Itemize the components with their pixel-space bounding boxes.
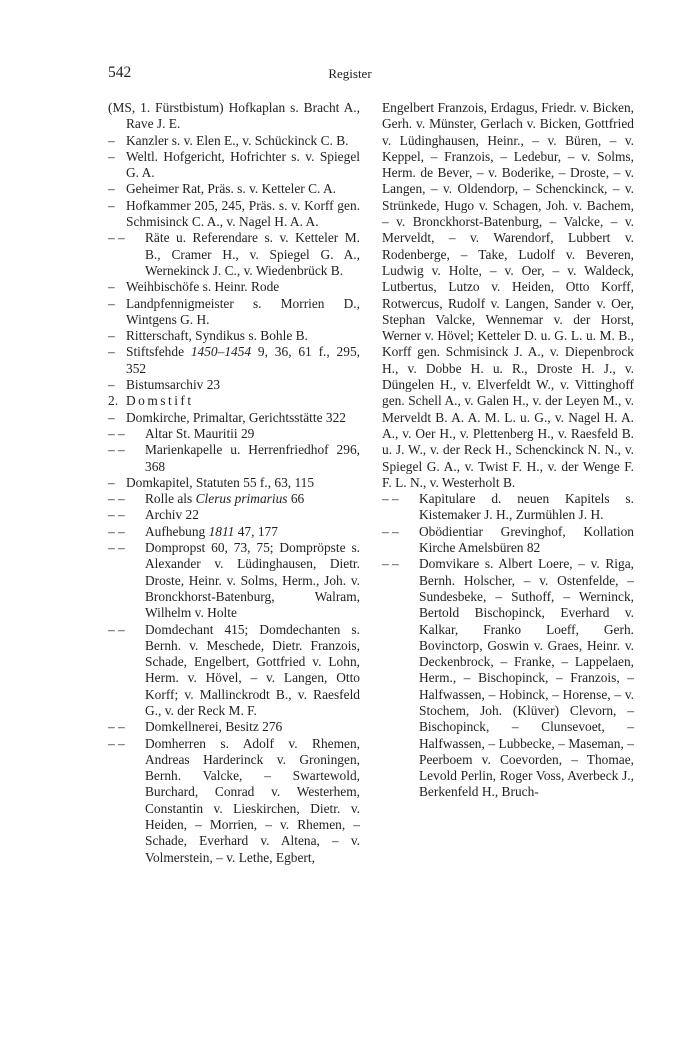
entry-level-marker: – [108, 295, 115, 311]
entry-level-marker: – – [108, 540, 125, 556]
entry-level-marker: – – [108, 735, 125, 751]
page-number: 542 [108, 64, 132, 81]
entry-text: Obödientiar Grevinghof, Kollation Kirche Amelsbüren 82 [419, 523, 634, 556]
entry-level-marker: – – [382, 523, 399, 539]
entry-level-marker: – – [108, 425, 125, 441]
entry-text: Landpfennigmeister s. Morrien D., Wintgens G. H. [126, 295, 360, 327]
entry-text: Altar St. Mauritii 29 [145, 425, 255, 441]
entry-level-marker: – [108, 344, 115, 360]
entry-text: Weltl. Hofgericht, Hofrichter s. v. Spiegel G. A. [126, 148, 360, 181]
index-entry [108, 100, 360, 133]
entry-level-marker: – [108, 474, 115, 490]
entry-text: Kapitulare d. neuen Kapitels s. Kistemaker J. H., Zurmühlen J. H. [419, 491, 634, 523]
index-entry [108, 149, 360, 182]
entry-text: Geheimer Rat, Präs. s. v. Ketteler C. A. [126, 181, 336, 197]
entry-level-marker: – – [108, 442, 125, 458]
entry-level-marker: – [108, 132, 115, 148]
entry-text: Bistumsarchiv 23 [126, 377, 221, 393]
running-head: Register [328, 66, 372, 81]
entry-text: Ritterschaft, Syndikus s. Bohle B. [126, 328, 308, 344]
entry-text: Archiv 22 [145, 507, 199, 523]
entry-text: Räte u. Referendare s. v. Ketteler M. B., Cramer H., v. Spiegel G. A., Wernekinck J. C., v. Wiedenbrück B. [145, 230, 360, 278]
entry-text: Domdechant 415; Domdechanten s. Bernh. v. Meschede, Dietr. Franzois, Schade, Engelbert, Gottfried v. Lohn, Herm. v. Hövel, – v. Langen, Otto Korff; v. Mallinckrodt B., v. Raesfeld G., v. der Reck M. F. [145, 621, 360, 718]
index-entry [108, 507, 360, 523]
entry-level-marker: – [108, 409, 115, 425]
index-entry [108, 393, 360, 409]
entry-italic-text: 1450–1454 [190, 344, 252, 360]
entry-text: 66 [287, 491, 305, 507]
entry-text: (MS, 1. Fürstbistum) Hofkaplan s. Bracht A., Rave J. E. [108, 100, 360, 132]
entry-level-marker: – – [108, 523, 125, 539]
index-entry [382, 556, 634, 800]
entry-text: Domvikare s. Albert Loere, – v. Riga, Bernh. Holscher, – v. Ostenfelde, – Sundesbeke, – Suthoff, – Werninck, Bertold Bischopinck, Everhard v. Kalkar, Franko Loeff, Gerh. Bovinctorp, Goswin v. Graes, Heinr. v. Deckenbrock, – Franke, – Lappelaen, Herm., – Bischopinck, – Franzois, – Halfwassen, – Hobinck, – Horense, – v. Stochem, Joh. (Klüver) Clevorn, – Bischopinck, – Clunsevoet, – Halfwassen, – Lubbecke, – Maseman, – Peerboem v. Coevorden, – Thomae, Levold Perlin, Roger Voss, Averbeck J., Berkenfeld H., Bruch- [419, 556, 634, 800]
entry-level-marker: – – [108, 719, 125, 735]
entry-text: Rolle als [145, 491, 196, 507]
index-entry [108, 736, 360, 866]
index-entry [108, 296, 360, 329]
index-entry [108, 491, 360, 507]
index-entry [108, 540, 360, 621]
entry-level-marker: – [108, 181, 115, 197]
index-entry [382, 524, 634, 557]
index-entry [108, 442, 360, 475]
entry-level-marker: – [108, 328, 115, 344]
index-entry [108, 279, 360, 295]
entry-text: Domkirche, Primaltar, Gerichtsstätte 322 [126, 409, 346, 425]
entry-text: Domherren s. Adolf v. Rhemen, Andreas Harderinck v. Groningen, Bernh. Valcke, – Swartewold, Burchard, Conrad v. Westerhem, Constantin v. Lieskirchen, Dietr. v. Heiden, – Morrien, – v. Rhemen, – Schade, Everhard v. Altena, – v. Volmerstein, – v. Lethe, Egbert, [145, 735, 360, 865]
entry-level-marker: – – [108, 230, 125, 246]
entry-level-marker: – [108, 197, 115, 213]
index-entry [108, 524, 360, 540]
entry-level-marker: – – [382, 556, 399, 572]
entry-level-marker: – – [108, 491, 125, 507]
entry-text: Aufhebung [145, 523, 209, 539]
entry-section-heading: Domstift [126, 393, 194, 409]
index-column-left [108, 100, 360, 866]
index-entry [108, 328, 360, 344]
index-entry [108, 230, 360, 279]
entry-text: Engelbert Franzois, Erdagus, Friedr. v. Bicken, Gerh. v. Münster, Gerlach v. Bicken, Gottfried v. Lüdinghausen, Heinr., – v. Büren, – v. Keppel, – Franzois, – Ledebur, – v. Solms, Herm. de Bever, – v. Boderike, – Droste, – v. Langen, – v. Oldendorp, – Schenckinck, – v. Strünkede, Hugo v. Schagen, Joh. v. Bachem, – v. Bronckhorst-Batenburg, – Valcke, – v. Merveldt, – v. Warendorf, Lubbert v. Rodenberge, – Take, Ludolf v. Beveren, Ludwig v. Holte, – v. Oer, – v. Waldeck, Lutbertus, Lutzo v. Heiden, Otto Korff, Rotwercus, Rudolf v. Langen, Sander v. Oer, Stephan Valcke, Wennemar v. der Horst, Werner v. Hövel; Ketteler D. u. G. L. u. M. B., Korff gen. Schmisinck J. A., v. Diepenbrock H., v. Dobbe H. u. R., Droste H. J., v. Düngelen H., v. Elverfeldt W., v. Vittinghoff gen. Schell A., v. Galen H., v. der Leyen M., v. Merveldt B. A. A. M. L. u. G., v. Nagel H. A. A., v. Oer H., v. Plettenberg H., v. Raesfeld B. u. J. W., v. der Reck H., Schenckinck N. N., v. Spiegel G. A., v. Twist F. H., v. der Wenge F. F. L. N., v. Westerholt B. [382, 100, 634, 490]
entry-italic-text: Clerus primarius [195, 491, 288, 507]
entry-text: Marienkapelle u. Herrenfriedhof 296, 368 [145, 442, 360, 474]
entry-text: 47, 177 [234, 523, 278, 539]
entry-level-marker: – [108, 148, 115, 164]
index-entry [108, 426, 360, 442]
entry-text: 9, 36, 61 f., 295, 352 [126, 344, 360, 376]
index-entry [382, 100, 634, 491]
entry-level-marker: – – [108, 621, 125, 637]
entry-text: Stiftsfehde [126, 344, 191, 360]
index-entry [108, 181, 360, 197]
index-entry [108, 133, 360, 149]
index-entry [108, 377, 360, 393]
index-entry [108, 475, 360, 491]
entry-level-marker: – – [382, 491, 399, 507]
entry-text: Domkapitel, Statuten 55 f., 63, 115 [126, 474, 315, 490]
entry-level-marker: – – [108, 507, 125, 523]
entry-text: Dompropst 60, 73, 75; Dompröpste s. Alexander v. Lüdinghausen, Dietr. Droste, Heinr. v. Solms, Herm., Joh. v. Bronckhorst-Batenburg, Walram, Wilhelm v. Holte [145, 540, 360, 621]
entry-level-marker: – [108, 377, 115, 393]
entry-text: Domkellnerei, Besitz 276 [145, 719, 283, 735]
index-entry [108, 198, 360, 231]
index-entry [108, 622, 360, 720]
index-entry [382, 491, 634, 524]
entry-text: Hofkammer 205, 245, Präs. s. v. Korff gen. Schmisinck C. A., v. Nagel H. A. A. [126, 197, 360, 230]
index-entry [108, 410, 360, 426]
entry-text: Weihbischöfe s. Heinr. Rode [126, 279, 280, 295]
index-entry [108, 344, 360, 377]
entry-level-marker: – [108, 279, 115, 295]
index-column-right [382, 100, 634, 801]
entry-level-marker: 2. [108, 393, 119, 409]
entry-italic-text: 1811 [208, 523, 235, 539]
index-entry [108, 719, 360, 735]
entry-text: Kanzler s. v. Elen E., v. Schückinck C. B. [126, 132, 349, 148]
